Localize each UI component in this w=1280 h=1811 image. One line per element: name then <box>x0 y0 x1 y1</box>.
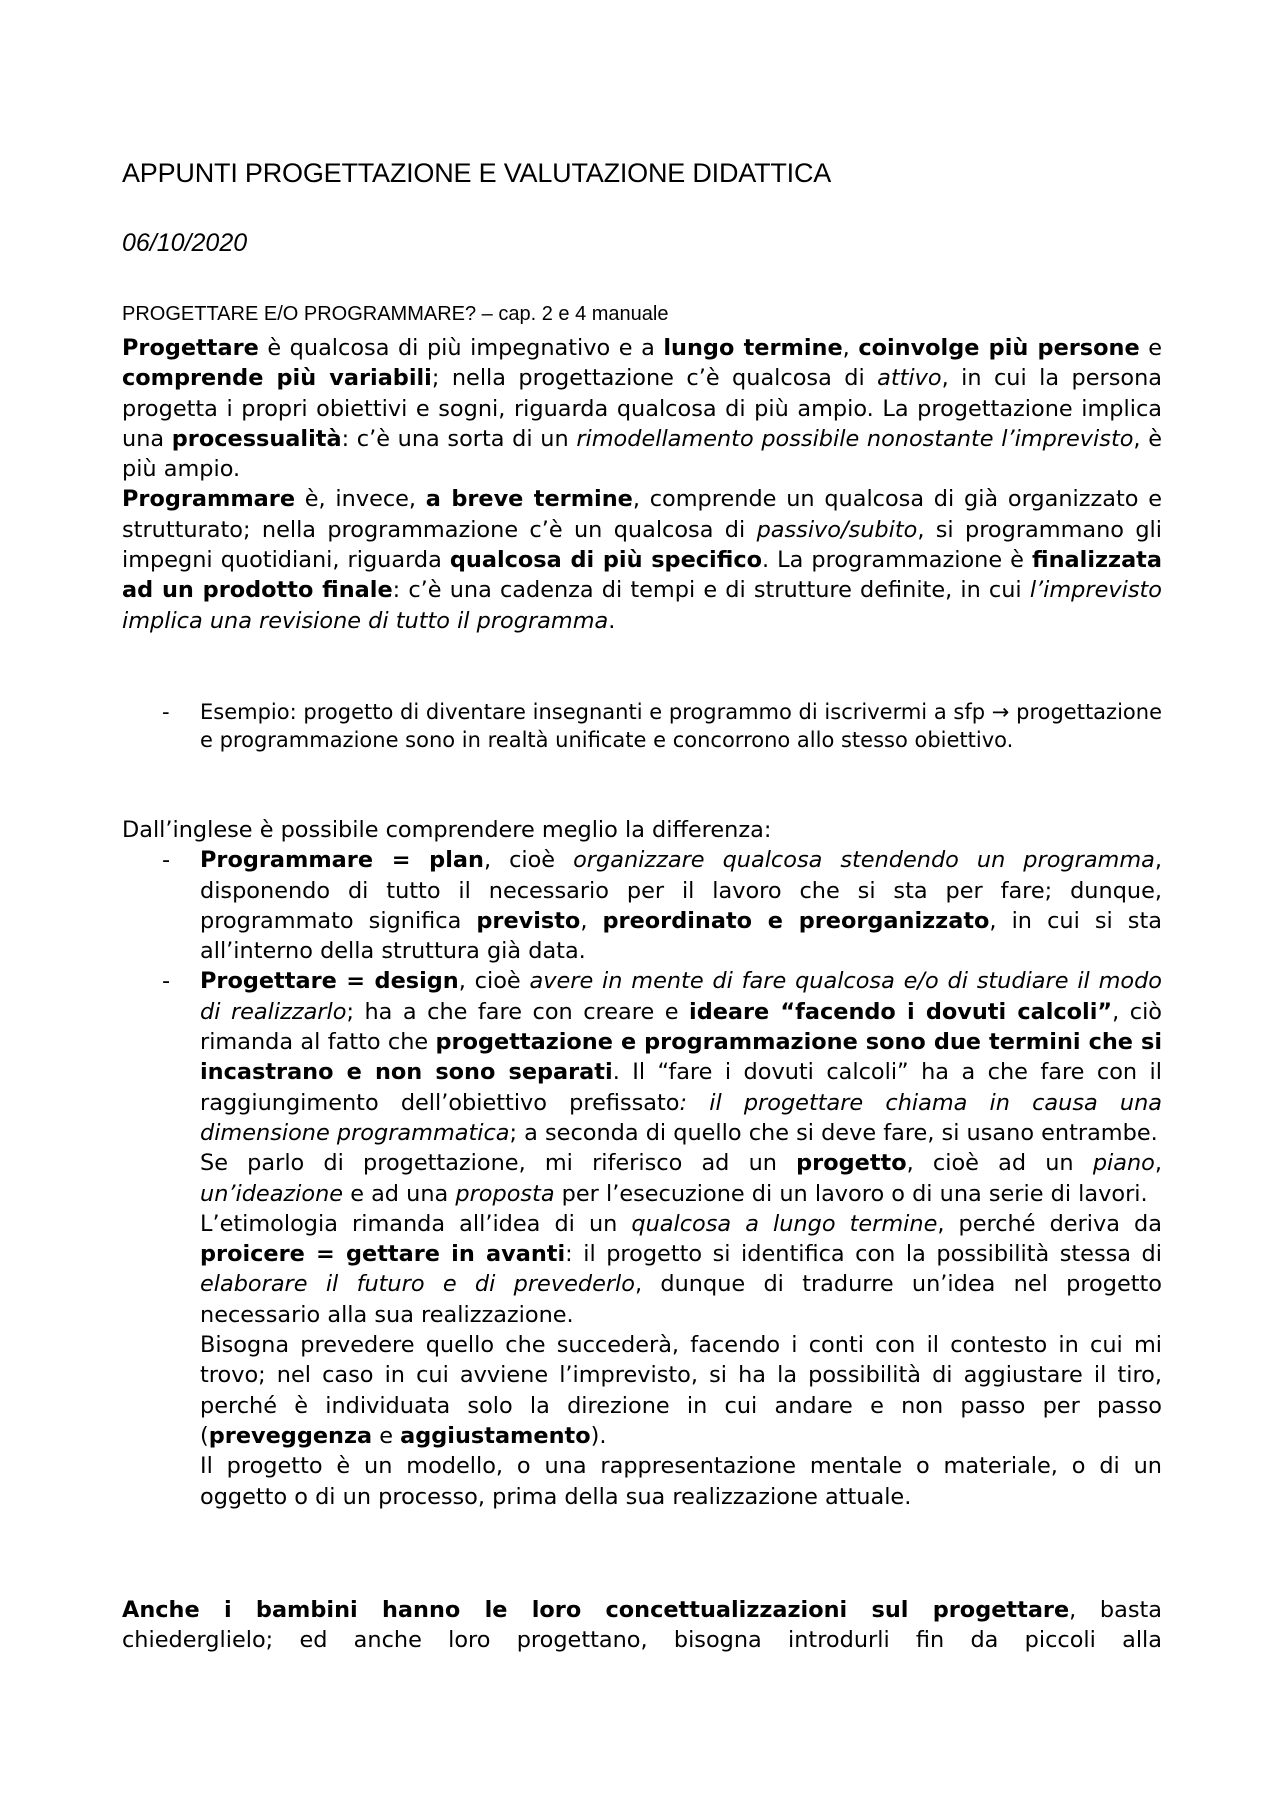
example-text: Esempio: progetto di diventare insegnanti e programmo di iscrivermi a sfp → progettazione e programmazione sono in realtà unificate e concorrono allo stesso obiettivo. <box>200 700 1162 752</box>
list-item-progettare <box>122 966 1162 1511</box>
final-paragraph-block <box>122 1595 1162 1656</box>
intro-line: Dall’inglese è possibile comprendere meglio la differenza: <box>122 817 772 843</box>
example-list <box>122 698 1162 754</box>
section-heading: PROGETTARE E/O PROGRAMMARE? – cap. 2 e 4 manuale <box>122 303 669 325</box>
list-item-example <box>122 698 1162 754</box>
intro-paragraphs <box>122 333 1162 636</box>
paragraph-progettare: Progettare è qualcosa di più impegnativo e a lungo termine, coinvolge più persone e comprende più variabili; nella progettazione c’è qualcosa di attivo, in cui la persona progetta i propri obiettivi e sogni, riguarda qualcosa di più ampio. La progettazione implica una processualità: c’è una sorta di un rimodellamento possibile nonostante l’imprevisto, è più ampio. <box>122 335 1162 483</box>
prevision-paragraph: Bisogna prevedere quello che succederà, facendo i conti con il contesto in cui mi trovo; nel caso in cui avviene l’imprevisto, si ha la possibilità di aggiustare il tiro, perché è individuata solo la direzione in cui andare e non passo per passo (preveggenza e aggiustamento). <box>200 1332 1162 1449</box>
progettare-design-text: Progettare = design, cioè avere in mente di fare qualcosa e/o di studiare il modo di realizzarlo; ha a che fare con creare e ideare “facendo i dovuti calcoli”, ciò rimanda al fatto che progettazione e programmazione sono due termini che si incastrano e non sono separati. Il “fare i dovuti calcoli” ha a che fare con il raggiungimento dell’obiettivo prefissato: il progettare chiama in causa una dimensione programmatica; a seconda di quello che si deve fare, si usano entrambe. <box>200 968 1162 1146</box>
list-dash: - <box>162 968 171 995</box>
model-paragraph: Il progetto è un modello, o una rappresentazione mentale o materiale, o di un oggetto o di un processo, prima della sua realizzazione attuale. <box>200 1453 1162 1510</box>
list-dash: - <box>162 847 171 874</box>
document-title: APPUNTI PROGETTAZIONE E VALUTAZIONE DIDATTICA <box>122 158 832 188</box>
plan-design-section <box>122 815 1162 1512</box>
final-paragraph: Anche i bambini hanno le loro concettualizzazioni sul progettare, basta chiederglielo; ed anche loro progettano, bisogna introdurli fin da piccoli alla <box>122 1597 1162 1654</box>
list-item-programmare: - Programmare = plan, cioè organizzare qualcosa stendendo un programma, disponendo di tutto il necessario per il lavoro che si sta per fare; dunque, programmato significa previsto, preordinato e preorganizzato, in cui si sta all’interno della struttura già data. <box>162 847 1163 965</box>
list-dash: - <box>162 700 170 724</box>
etymology-paragraph: L’etimologia rimanda all’idea di un qualcosa a lungo termine, perché deriva da proicere = gettare in avanti: il progetto si identifica con la possibilità stessa di elaborare il futuro e di prevederlo, dunque di tradurre un’idea nel progetto necessario alla sua realizzazione. <box>200 1210 1162 1328</box>
document-date: 06/10/2020 <box>122 229 248 257</box>
progetto-definition: Se parlo di progettazione, mi riferisco ad un progetto, cioè ad un piano, un’ideazione e ad una proposta per l’esecuzione di un lavoro o di una serie di lavori. <box>200 1150 1162 1207</box>
paragraph-programmare: Programmare è, invece, a breve termine, comprende un qualcosa di già organizzato e strutturato; nella programmazione c’è un qualcosa di passivo/subito, si programmano gli impegni quotidiani, riguarda qualcosa di più specifico. La programmazione è finalizzata ad un prodotto finale: c’è una cadenza di tempi e di strutture definite, in cui l’imprevisto implica una revisione di tutto il programma. <box>122 486 1162 634</box>
